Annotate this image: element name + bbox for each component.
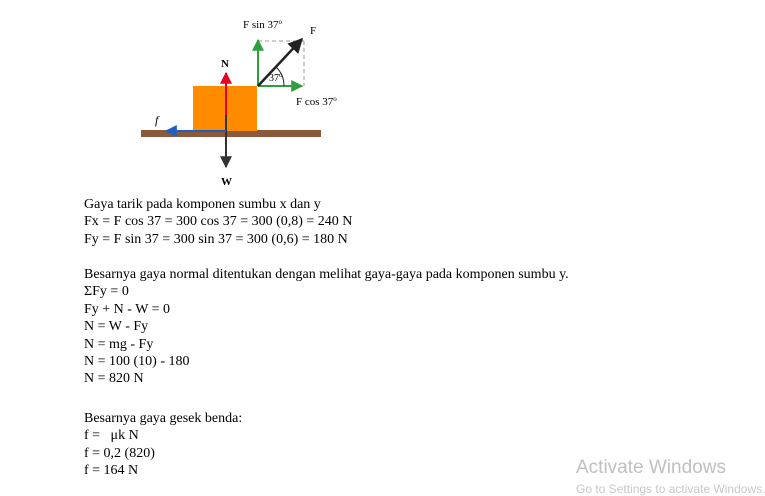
label-n: N [221, 58, 229, 70]
components-section [84, 196, 352, 248]
text-line: Gaya tarik pada komponen sumbu x dan y [84, 197, 321, 212]
text-line: N = mg - Fy [84, 336, 154, 352]
activate-windows-subtitle[interactable]: Go to Settings to activate Windows. [576, 482, 765, 496]
text-line: f = 0,2 (820) [84, 445, 155, 461]
label-w: W [221, 176, 232, 188]
text-line: f = 164 N [84, 463, 139, 479]
text-line: N = W - Fy [84, 319, 149, 335]
friction-section [84, 410, 242, 480]
text-line: f = μk N [84, 428, 139, 444]
label-f: F [310, 25, 317, 37]
text-line: N = 820 N [84, 371, 144, 387]
activate-windows-watermark: Activate Windows [576, 457, 726, 478]
text-line: Fy + N - W = 0 [84, 301, 171, 317]
text-line: Fx = F cos 37 = 300 cos 37 = 300 (0,8) = 240 N [84, 214, 353, 230]
text-line: Besarnya gaya normal ditentukan dengan melihat gaya-gaya pada komponen sumbu y. [84, 267, 569, 282]
text-line: Fy = F sin 37 = 300 sin 37 = 300 (0,6) = 180 N [84, 231, 348, 247]
normal-force-section [84, 266, 569, 388]
text-line: ΣFy = 0 [84, 284, 129, 300]
label-f-sin: F sin 37$^o$ [243, 18, 282, 31]
text-line: N = 100 (10) - 180 [84, 354, 190, 370]
label-f-cos: F cos 37$^o$ [296, 95, 337, 108]
label-friction: f [155, 113, 159, 127]
free-body-diagram [0, 0, 727, 195]
label-angle: 37$^o$ [269, 71, 283, 84]
text-line: Besarnya gaya gesek benda: [84, 411, 243, 426]
